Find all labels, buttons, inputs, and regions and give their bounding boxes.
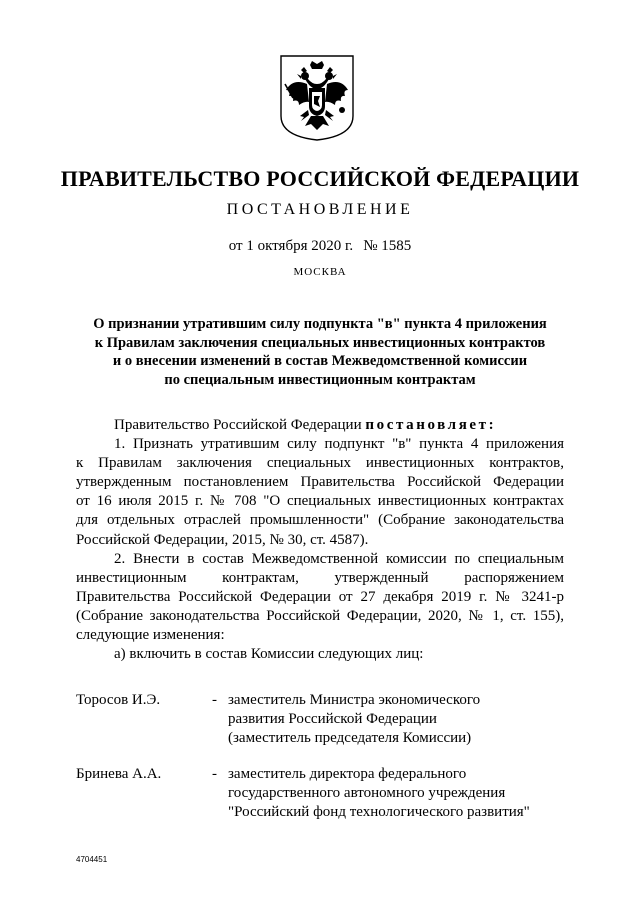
heading-line: к Правилам заключения специальных инвестиционных контрактов xyxy=(94,334,546,351)
document-number: № 1585 xyxy=(363,238,412,254)
member-role-line: "Российский фонд технологического развития" xyxy=(228,804,530,821)
paragraph-2-line: Правительства Российской Федерации от 27 декабря 2019 г. № 3241-р xyxy=(76,588,564,605)
member-dash: - xyxy=(212,766,217,782)
document-code: 4704451 xyxy=(76,855,108,864)
member-role-line: (заместитель председателя Комиссии) xyxy=(228,730,472,747)
document-body xyxy=(76,416,564,664)
paragraph-1-line: от 16 июля 2015 г. № 708 "О специальных инвестиционных контрактах xyxy=(76,493,564,510)
paragraph-1-line: для отдельных отраслей промышленности" (Собрание законодательства xyxy=(76,512,564,529)
member-name: Бринева А.А. xyxy=(76,766,162,782)
coat-of-arms-icon xyxy=(279,54,355,142)
paragraph-2-line: инвестиционным контрактам, утвержденный распоряжением xyxy=(76,569,564,586)
document-city: МОСКВА xyxy=(293,266,347,278)
document-date: от 1 октября 2020 г. xyxy=(228,238,354,254)
member-role-line: заместитель Министра экономического xyxy=(228,692,481,708)
document-type: ПОСТАНОВЛЕНИЕ xyxy=(226,201,414,218)
member-role-line: развития Российской Федерации xyxy=(228,711,437,728)
paragraph-2-line: 2. Внести в состав Межведомственной комиссии по специальным xyxy=(114,550,564,567)
members-list xyxy=(76,691,564,839)
paragraph-2-line: (Собрание законодательства Российской Федерации, 2020, № 1, ст. 155), xyxy=(76,607,564,624)
member-entry xyxy=(76,765,564,822)
heading-line: О признании утратившим силу подпункта "в" пункта 4 приложения xyxy=(93,316,547,332)
paragraph-1-line: к Правилам заключения специальных инвестиционных контрактов, xyxy=(76,455,564,472)
paragraph-1-line: утвержденным постановлением Правительства Российской Федерации xyxy=(76,474,564,491)
member-role xyxy=(228,691,480,748)
document-heading xyxy=(0,315,640,389)
member-role-line: государственного автономного учреждения xyxy=(228,785,506,802)
paragraph-1-line: Российской Федерации, 2015, № 30, ст. 4587). xyxy=(76,531,369,548)
member-entry xyxy=(76,691,564,748)
preamble xyxy=(76,416,564,435)
heading-line: и о внесении изменений в состав Межведомственной комиссии xyxy=(112,353,528,369)
paragraph-1-line: 1. Признать утратившим силу подпункт "в" пункта 4 приложения xyxy=(114,436,564,453)
member-dash: - xyxy=(212,692,217,708)
paragraph-2-line: следующие изменения: xyxy=(76,627,225,644)
member-name: Торосов И.Э. xyxy=(76,692,161,708)
member-role xyxy=(228,765,530,822)
document-date-line xyxy=(0,238,640,255)
decree-word: постановляет: xyxy=(365,417,497,433)
heading-line: по специальным инвестиционным контрактам xyxy=(164,371,476,388)
subparagraph-a: а) включить в состав Комиссии следующих лиц: xyxy=(114,646,424,663)
government-title: ПРАВИТЕЛЬСТВО РОССИЙСКОЙ ФЕДЕРАЦИИ xyxy=(60,166,580,191)
member-role-line: заместитель директора федерального xyxy=(228,766,467,782)
preamble-text: Правительство Российской Федерации xyxy=(114,417,362,433)
